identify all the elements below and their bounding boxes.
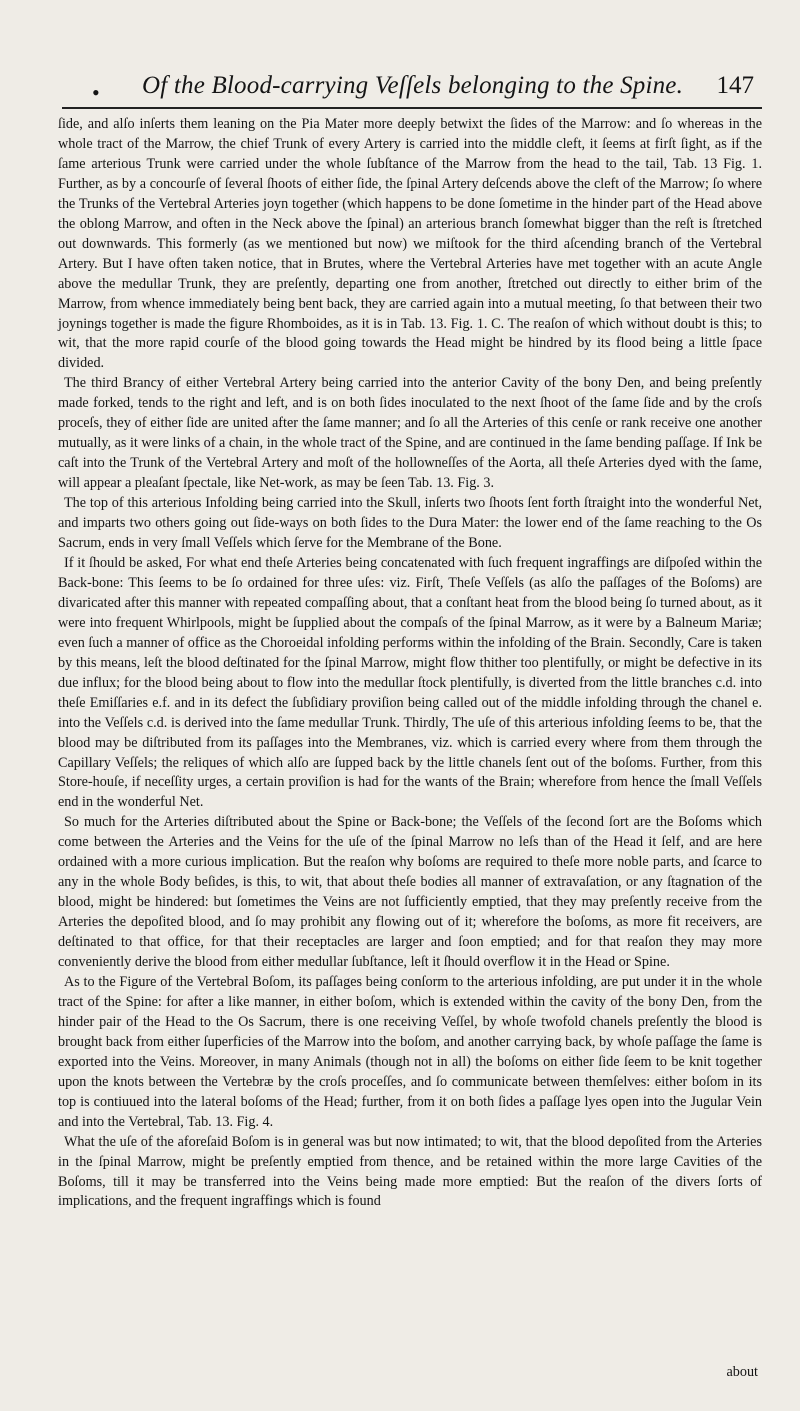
paragraph-1: ſide, and alſo inſerts them leaning on the Pia Mater more deeply betwixt the ſides of the Marrow: and ſo whereas in the whole tract of the Marrow, the chief Trunk of every Artery is carried into the middle cleft, it ſeems at firſt ſight, as if the ſame arterious Trunk were carried under the whole ſubſtance of the Marrow from the head to the tail, Tab. 13 Fig. 1. Further, as by a concourſe of ſeveral ſhoots of either ſide, the ſpinal Artery deſcends above the cleft of the Marrow; ſo where the Trunks of the Vertebral Arteries joyn together (which happens to be done ſometime in the hinder part of the Head above the oblong Marrow, and often in the Neck above the ſpinal) an arterious branch ſomewhat bigger than the reſt is ſtretched out downwards. This formerly (as we mentioned but now) we miſtook for the third aſcending branch of the Vertebral Artery. But I have often taken notice, that in Brutes, where the Vertebral Arteries have met together with an acute Angle above the medullar Trunk, they are preſently, departing one from another, ſtretched out directly to either brim of the Marrow, from whence immediately being bent back, they are carried again into a mutual meeting, ſo that between their two joynings together is made the figure Rhomboides, as it is in Tab. 13. Fig. 1. C. The reaſon of which without doubt is this; to wit, that the more rapid courſe of the blood going towards the Head might be hindred by its flood being a little ſpace divided. xyxy=(58,116,762,372)
running-header xyxy=(72,72,754,106)
page-number: 147 xyxy=(716,72,754,99)
paragraph-6: As to the Figure of the Vertebral Boſom, its paſſages being conſorm to the arterious infolding, are put under it in the whole tract of the Spine: for after a like manner, in either boſom, which is extended within the cavity of the bony Den, from the hinder pair of the Head to the Os Sacrum, there is one receiving Veſſel, by whoſe twofold chanels preſently the blood is brought back from either ſuperficies of the Marrow into the boſom, and another carrying back, by whoſe paſſage the ſame is exported into the Veins. Moreover, in many Animals (though not in all) the boſoms on either ſide ſeem to be knit together upon the knots between the Vertebræ by the croſs proceſſes, and ſo communicate between themſelves: either boſom in its top is contiuued into the lateral boſoms of the Head; further, from it on both ſides a paſſage lyes open into the Jugular Vein and into the Vertebral, Tab. 13. Fig. 4. xyxy=(58,973,762,1130)
paragraph-2: The third Brancy of either Vertebral Artery being carried into the anterior Cavity of the bony Den, and being preſently made forked, tends to the right and left, and is on both ſides inoculated to the next ſhoot of the ſame ſide and by the croſs proceſs, they of either ſide are united after the ſame manner; and ſo all the Arteries of this cenſe or rank receive one another mutually, as it were links of a chain, in the whole tract of the Spine, and are continued in the ſame bending paſſage. If Ink be caſt into the Trunk of the Vertebral Artery and moſt of the hollowneſſes of the Aorta, all theſe Arteries dyed with the ſame, will appear a pleaſant ſpectale, like Net-work, as may be ſeen Tab. 13. Fig. 3. xyxy=(58,375,762,492)
header-mark: • xyxy=(92,80,100,105)
paragraph-4: If it ſhould be asked, For what end theſe Arteries being concatenated with ſuch frequent ingraffings are diſpoſed within the Back-bone: This ſeems to be ſo ordained for three uſes: viz. Firſt, Theſe Veſſels (as alſo the paſſages of the Boſoms) are divaricated after this manner with repeated compaſſing about, that a conſtant heat from the blood being ſo turned about, as it were into frequent Whirlpools, might be ſupplied about the compaſs of the ſpinal Marrow, as it were by a Balneum Mariæ; even ſuch a manner of office as the Choroeidal infolding performs within the infolding of the Brain. Secondly, Care is taken by this means, leſt the blood deſtinated for the ſpinal Marrow, might flow thither too plentifully, or might be defective in its due influx; for the blood being about to flow into the medullar ſtock plentifully, is diverted from the little branches c.d. into theſe Emiſſaries e.f. and in its defect the ſubſidiary proviſion being called out of the middle infolding through the chanel e. into the Veſſels c.d. is derived into the ſame medullar Trunk. Thirdly, The uſe of this arterious infolding ſeems to be, that the blood may be diſtributed from its paſſages into the Membranes, viz. which is carried every where from them through the Capillary Veſſels; the reliques of which alſo are ſupped back by the little chanels ſent out of the boſoms. Further, from this Store-houſe, if neceſſity urges, a certain proviſion is had for the wants of the Brain; wherefore from hence the ſmall Veſſels end in the wonderful Net. xyxy=(58,554,762,811)
paragraph-3: The top of this arterious Infolding being carried into the Skull, inſerts two ſhoots ſent forth ſtraight into the wonderful Net, and imparts two others going out ſide-ways on both ſides to the Dura Mater: the lower end of the ſame reaching to the Os Sacrum, ends in very ſmall Veſſels which ſerve for the Membrane of the Bone. xyxy=(58,495,762,552)
catchword: about xyxy=(726,1364,758,1380)
page-body xyxy=(58,115,762,1212)
header-rule xyxy=(62,107,762,109)
paragraph-5: So much for the Arteries diſtributed about the Spine or Back-bone; the Veſſels of the ſecond ſort are the Boſoms which come between the Arteries and the Veins for the uſe of the ſpinal Marrow no leſs than of the Head it ſelf, and are here ordained with a more curious implication. But the reaſon why boſoms are required to theſe more noble parts, and ſcarce to any in the whole Body beſides, is this, to wit, that about theſe bodies all manner of extravaſation, or any ſtagnation of the blood, might be hindered: but ſometimes the Veins are not ſufficiently emptied, that they may preſently receive from the Arteries the depoſited blood, and ſo may prohibit any flowing out of it; wherefore the boſoms, as more fit receivers, are deſtinated to that office, for that their receptacles are larger and ſoon emptied; and for that reaſon they may more conveniently derive the blood from either medullar ſubſtance, leſt it ſhould overflow it in the Head or Spine. xyxy=(58,814,762,971)
running-title: Of the Blood-carrying Veſſels belonging to the Spine. xyxy=(142,72,684,99)
paragraph-7: What the uſe of the aforeſaid Boſom is in general was but now intimated; to wit, that the blood depoſited from the Arteries in the ſpinal Marrow, might be preſently emptied from thence, and be retained within the more large Cavities of the Boſoms, till it may be transferred into the Veins being made more emptied: But the reaſon of the divers ſorts of implications, and the frequent ingraffings which is found xyxy=(58,1133,762,1210)
